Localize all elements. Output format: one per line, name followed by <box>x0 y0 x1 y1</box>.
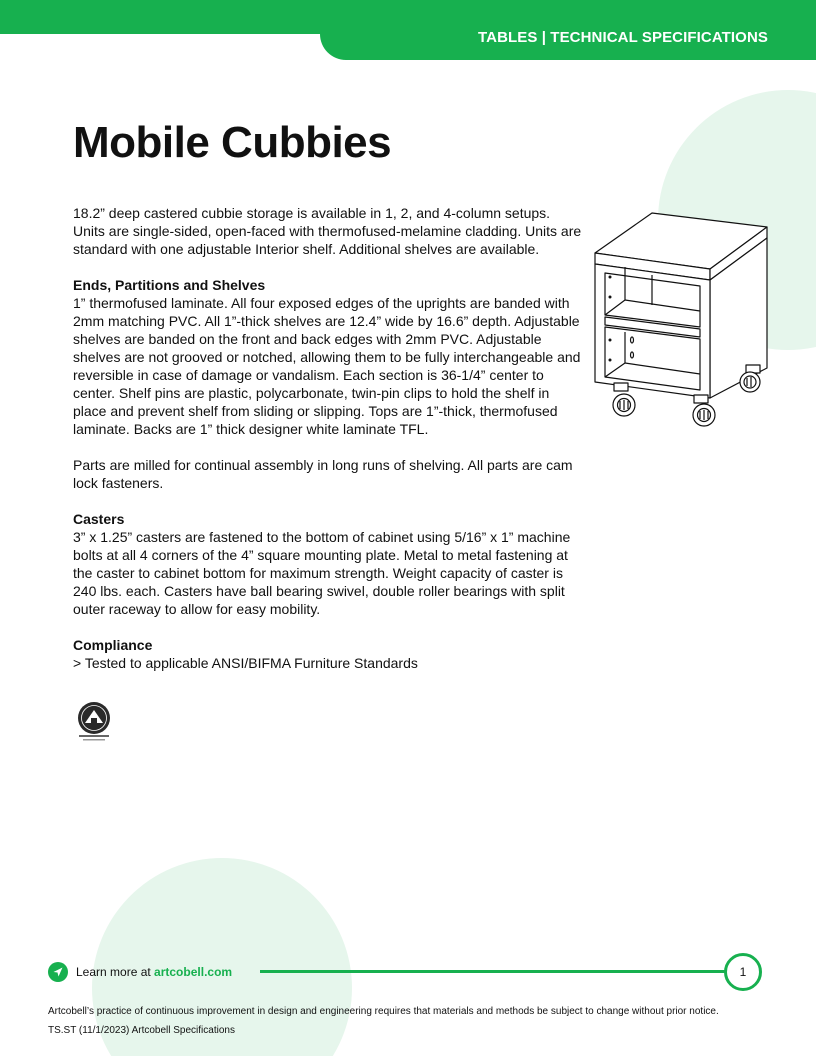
navigate-arrow-icon <box>48 962 68 982</box>
intro-paragraph: 18.2” deep castered cubbie storage is available in 1, 2, and 4-column setups. Units are single-sided, open-faced with thermofused-melamine cladding. Units are standard with one adjustable Interior shelf. Additional shelves are available. <box>73 205 582 257</box>
caster-front-left <box>613 383 635 416</box>
header-category-label: TABLES | TECHNICAL SPECIFICATIONS <box>477 29 768 46</box>
certification-seal-icon <box>73 700 115 744</box>
mobile-cubby-illustration <box>590 205 780 430</box>
spec-body <box>73 204 583 690</box>
section-heading-casters: Casters <box>73 511 125 527</box>
section-text-compliance: > Tested to applicable ANSI/BIFMA Furniture Standards <box>73 655 418 671</box>
footer-disclaimer: Artcobell’s practice of continuous improvement in design and engineering requires that materials and methods be subject to change without prior notice. <box>48 1006 719 1017</box>
section-text-casters: 3” x 1.25” casters are fastened to the bottom of cabinet using 5/16” x 1” machine bolts at all 4 corners of the 4” square mounting plate. Metal to metal fastening at the caster to cabinet bottom for maximum strength. Weight capacity of caster is 240 lbs. each. Casters have ball bearing swivel, double roller bearings with split outer raceway to allow for easy mobility. <box>73 529 571 617</box>
parts-paragraph: Parts are milled for continual assembly in long runs of shelving. All parts are cam lock fasteners. <box>73 457 573 491</box>
learn-more-link[interactable] <box>48 962 232 982</box>
footer-divider <box>260 970 726 973</box>
page-title: Mobile Cubbies <box>73 118 392 167</box>
learn-more-text: Learn more at artcobell.com <box>76 965 233 979</box>
caster-front-right <box>693 395 715 426</box>
section-casters <box>73 510 583 618</box>
website-link[interactable]: artcobell.com <box>154 965 233 979</box>
section-heading-ends: Ends, Partitions and Shelves <box>73 277 266 293</box>
document-code: TS.ST (11/1/2023) Artcobell Specifications <box>48 1025 235 1036</box>
page-number: 1 <box>724 953 762 991</box>
section-text-ends: 1” thermofused laminate. All four exposed edges of the uprights are banded with 2mm matching PVC. All 1”-thick shelves are 12.4” wide by 16.6” depth. Adjustable shelves are banded on the front and back edges with 2mm PVC. Adjustable shelves are not grooved or notched, allowing them to be fully interchangeable and reversible in case of damage or vandalism. Each section is 36-1/4” center to center. Shelf pins are plastic, polycarbonate, twin-pin clips to hold the shelf in place and prevent shelf from sliding or slipping. Tops are 1”-thick, thermofused laminate. Backs are 1” thick designer white laminate TFL. <box>73 295 581 437</box>
section-ends-partitions-shelves <box>73 276 583 438</box>
section-heading-compliance: Compliance <box>73 637 153 653</box>
section-compliance <box>73 636 583 672</box>
